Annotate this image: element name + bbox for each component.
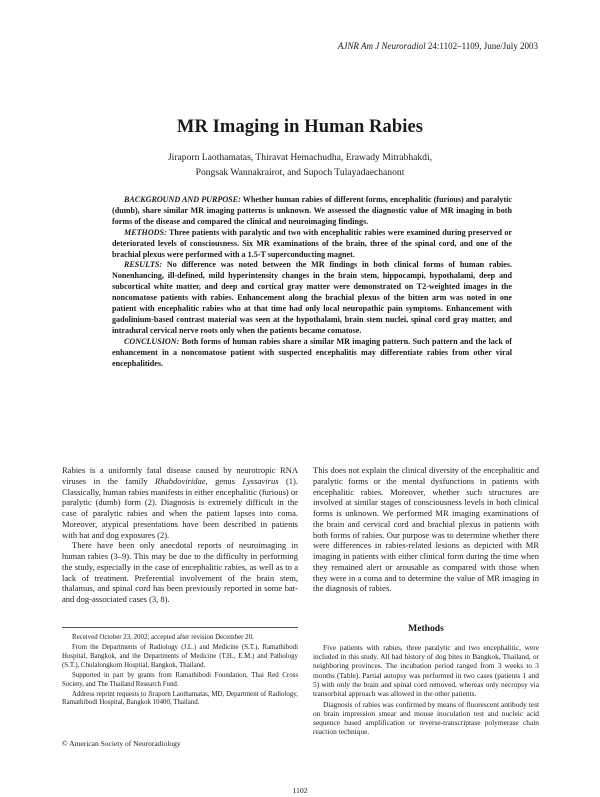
results-text: No difference was noted between the MR findings in both clinical forms of human rabies. Nonenhancing, ill-defined, mild hyperintensity changes in the brain stem, hippocampi, hypothalami, deep and subcortical white matter, and deep and cortical gray matter were demonstrated on T2-weighted images in the noncomatose patients with rabies. Enhancement along the brachial plexus of the bitten arm was noted in one patient with encephalitic rabies who at that time had only local neuropathic pain symptoms. Enhancement with gadolinium-based contrast material was seen at the hypothalami, brain stem nuclei, spinal cord gray matter, and intradural cervical nerve roots only when the patients became comatose. (112, 260, 513, 335)
author-line-1: Jiraporn Laothamatas, Thiravat Hemachudha, Erawady Mitrabhakdi, (167, 152, 433, 163)
page-number: 1102 (292, 786, 308, 795)
article-title: MR Imaging in Human Rabies (176, 117, 424, 137)
abstract-methods (112, 228, 512, 261)
methods-section (313, 643, 539, 737)
footnote-divider (62, 627, 298, 628)
intro-paragraph-2: There have been only anecdotal reports of neuroimaging in human rabies (3–9). This may be due to the difficulty in performing the study, especially in the case of encephalitic rabies, as well as to a lack of treatment. Preferential involvement of the brain stem, thalamus, and spinal cord has been previously reported in some bat- and dog-associated cases (3, 8). (62, 540, 298, 604)
abstract (112, 195, 512, 370)
results-label: RESULTS: (124, 260, 163, 270)
background-text: Whether human rabies of different forms, encephalitic (furious) and paralytic (dumb), share similar MR imaging patterns is unknown. We assessed the diagnostic value of MR imaging in both forms of the disease and compared the clinical and neuroimaging findings. (112, 195, 512, 226)
footnote-affiliation: From the Departments of Radiology (J.L.) and Medicine (S.T.), Ramathibodi Hospital, Bangkok, and the Departments of Medicine (T.H., E.M.) and Pathology (S.T.), Chulalongkorn Hospital, Bangkok, Thailand. (62, 644, 298, 669)
methods-heading: Methods (408, 623, 444, 634)
footnote-received: Received October 23, 2002; accepted after revision December 20. (72, 634, 254, 641)
body-left-column (62, 465, 298, 605)
methods-paragraph-1: Five patients with rabies, three paralytic and two encephalitic, were included in this study. All had history of dog bites in Bangkok, Thailand, or neighboring provinces. The incubation period ranged from 3 weeks to 3 months (Table). Partial autopsy was performed in two cases (patients 1 and 5) with only the brain and spinal cord removed, whereas only necropsy via transorbital approach was allowed in the other patients. (313, 643, 539, 699)
footnotes (62, 634, 298, 708)
abstract-background (112, 195, 512, 228)
intro-paragraph-3: This does not explain the clinical diversity of the encephalitic and paralytic forms or the mental dysfunctions in patients with encephalitic rabies. Moreover, whether such structures are involved at similar stages of consciousness levels in both clinical forms is unknown. We performed MR imaging examinations of the brain and cervical cord and brachial plexus in patients with both forms of rabies. Our purpose was to determine whether there were differences in rabies-related lesions as depicted with MR imaging in patients with either clinical form during the time when they remained alert or arousable as compared with those when they were in a coma and to determine the value of MR imaging in the diagnosis of rabies. (313, 465, 539, 594)
methods-paragraph-2: Diagnosis of rabies was confirmed by means of fluorescent antibody test on brain impression smear and mouse inoculation test and nucleic acid sequence based amplification or reverse-transcriptase polymerase chain reaction technique. (313, 699, 539, 737)
footnote-reprints: Address reprint requests to Jiraporn Laothamatas, MD, Department of Radiology, Ramathibodi Hospital, Bangkok 10400, Thailand. (62, 690, 298, 707)
abstract-conclusion (112, 337, 512, 370)
virus-genus: Lyssavirus (242, 475, 279, 486)
intro-p1-a: Rabies is a uniformly fatal disease caused by neurotropic RNA viruses in the family (62, 465, 298, 486)
journal-citation: 24:1102–1109, June/July 2003 (427, 41, 538, 51)
journal-name: AJNR Am J Neuroradiol (337, 41, 426, 51)
intro-p1-b: , genus (205, 475, 243, 486)
intro-p1-c: (1). Classically, human rabies manifests in either encephalitic (furious) or paralytic (dumb) form (2). Diagnosis is extremely difficult in the case of paralytic rabies and when the patient lapses into coma. Moreover, atypical presentations have been described in patients with bat and dog exposures (2). (62, 475, 298, 540)
author-line-2: Pongsak Wannakrairot, and Supoch Tulayadaechanont (195, 167, 405, 178)
conclusion-text: Both forms of human rabies share a similar MR imaging pattern. Such pattern and the lack of enhancement in a noncomatose patient with suspected encephalitis may differentiate rabies from other viral encephalitides. (112, 336, 512, 368)
background-label: BACKGROUND AND PURPOSE: (124, 195, 241, 204)
conclusion-label: CONCLUSION: (124, 336, 180, 346)
virus-family: Rhabdoviridae (155, 475, 206, 486)
intro-paragraph-1 (62, 465, 298, 540)
author-list (0, 150, 600, 180)
journal-header (338, 41, 538, 51)
copyright-notice: © American Society of Neuroradiology (62, 739, 181, 748)
footnote-support: Supported in part by grants from Ramathibodi Foundation, Thai Red Cross Society, and The Thailand Research Fund. (62, 671, 298, 688)
body-right-column (313, 465, 539, 594)
abstract-results (112, 260, 512, 336)
methods-label: METHODS: (124, 227, 167, 237)
methods-text: Three patients with paralytic and two with encephalitic rabies were examined during preserved or deteriorated levels of consciousness. Six MR examinations of the brain, three of the spinal cord, and one of the brachial plexus were performed with a 1.5-T superconducting magnet. (112, 227, 512, 259)
